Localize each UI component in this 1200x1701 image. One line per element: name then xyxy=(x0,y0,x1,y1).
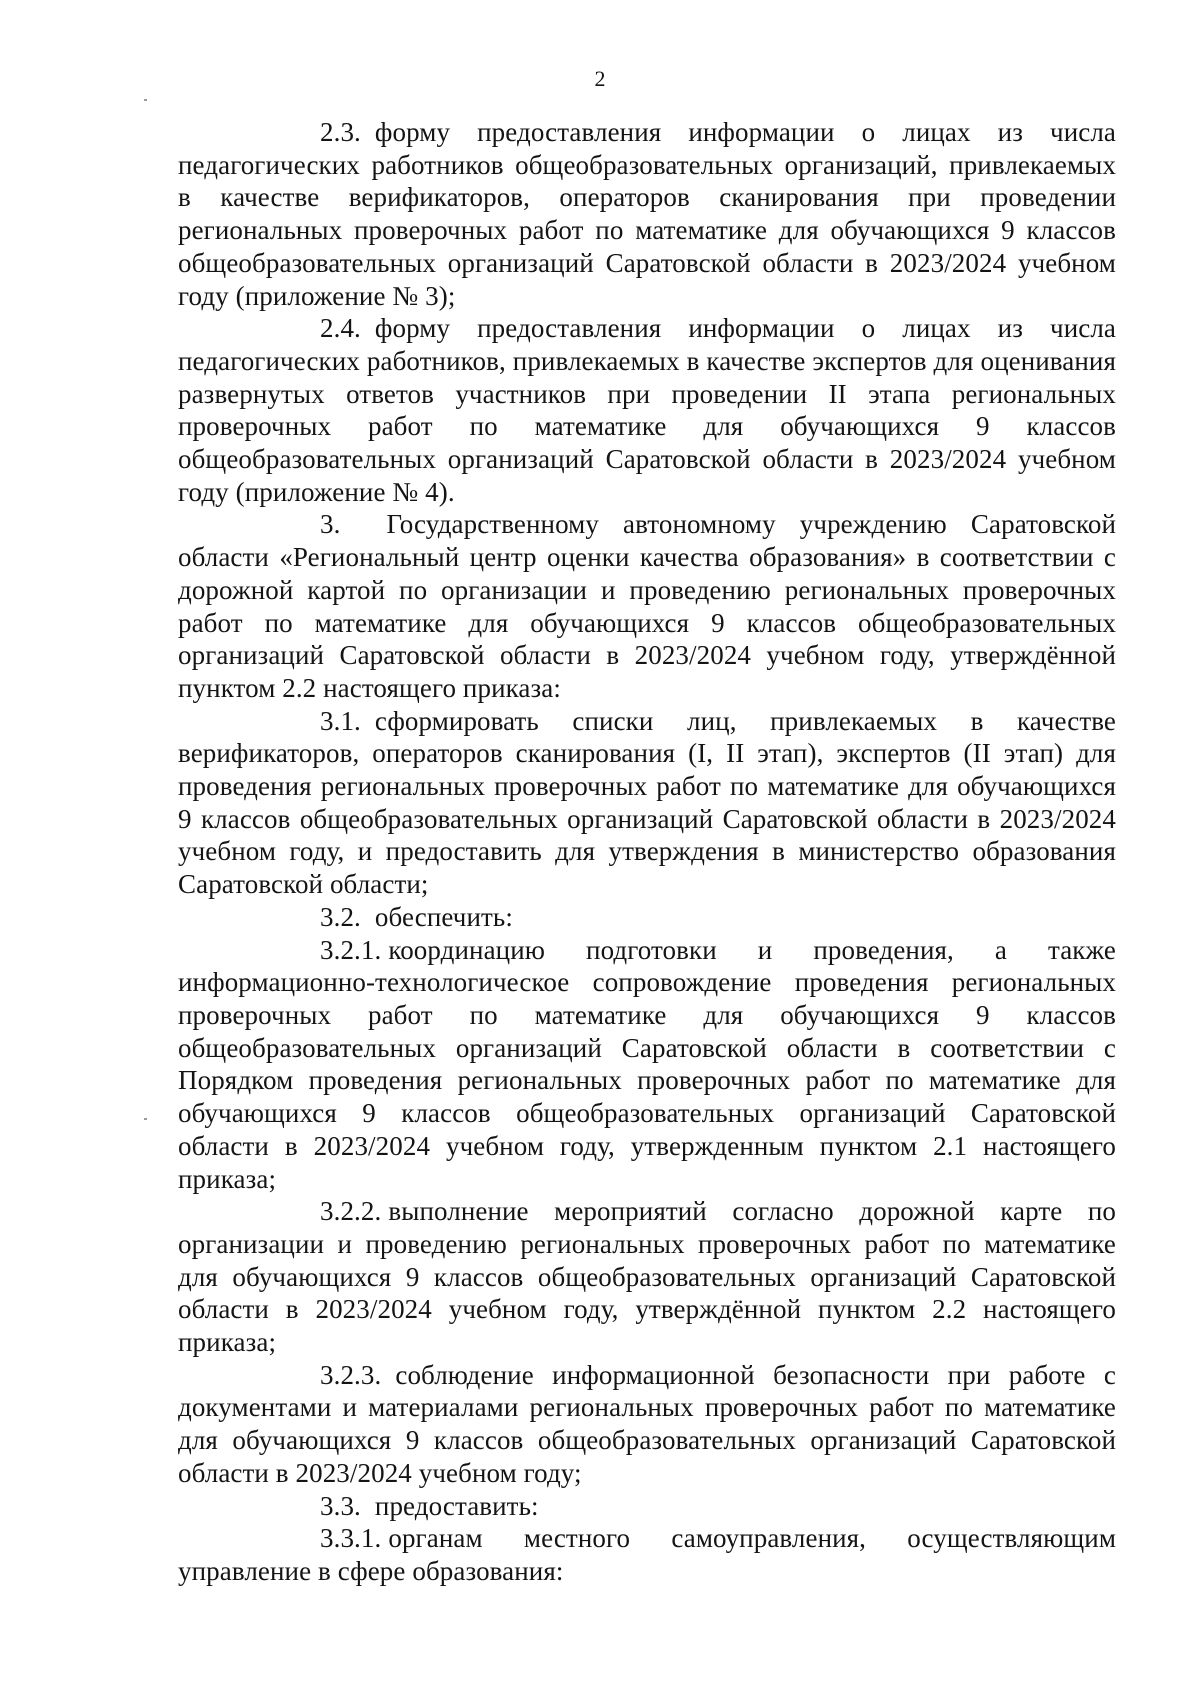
paragraph-3-3 xyxy=(178,1490,1116,1523)
document-body xyxy=(178,116,1116,1588)
paragraph-number: 2.3. xyxy=(320,117,361,147)
paragraph-3-2-3 xyxy=(178,1359,1116,1490)
paragraph-number: 3.2.1. xyxy=(320,934,382,965)
paragraph-number: 3. xyxy=(320,509,341,540)
paragraph-number: 3.2. xyxy=(320,901,361,932)
paragraph-3 xyxy=(178,508,1116,704)
paragraph-text: Государственному автономному учреждению Саратовской области «Региональный центр оценки качества образования» в соответствии с дорожной картой по организации и проведению региональных проверочных работ по математике для обучающихся 9 классов общеобразовательных организаций Саратовской области в 2023/2024 учебном году, утверждённой пунктом 2.2 настоящего приказа: xyxy=(178,509,1116,703)
paragraph-3-1 xyxy=(178,705,1116,901)
paragraph-text: соблюдение информационной безопасности при работе с документами и материалами региональных проверочных работ по математике для обучающихся 9 классов общеобразовательных организаций Саратовской области в 2023/2024 учебном году; xyxy=(178,1359,1116,1488)
paragraph-3-2 xyxy=(178,901,1116,934)
paragraph-2-3 xyxy=(178,116,1116,312)
paragraph-number: 2.4. xyxy=(320,313,361,344)
paragraph-3-3-1 xyxy=(178,1522,1116,1587)
paragraph-text: органам местного самоуправления, осуществляющим управление в сфере образования: xyxy=(178,1523,1116,1586)
paragraph-text: обеспечить: xyxy=(374,901,513,932)
paragraph-number: 3.2.3. xyxy=(320,1359,382,1390)
paragraph-text: сформировать списки лиц, привлекаемых в качестве верификаторов, операторов сканирования (I, II этап), экспертов (II этап) для проведения региональных проверочных работ по математике для обучающихся 9 классов общеобразовательных организаций Саратовской области в 2023/2024 учебном году, и предоставить для утверждения в министерство образования Саратовской области; xyxy=(178,705,1116,900)
paragraph-number: 3.2.2. xyxy=(320,1196,382,1227)
paragraph-text: форму предоставления информации о лицах из числа педагогических работников общеобразовательных организаций, привлекаемых в качестве верификаторов, операторов сканирования при проведении региональных проверочных работ по математике для обучающихся 9 классов общеобразовательных организаций Саратовской области в 2023/2024 учебном году (приложение № 3); xyxy=(178,117,1116,311)
paragraph-text: координацию подготовки и проведения, а также информационно-технологическое сопровождение проведения региональных проверочных работ по математике для обучающихся 9 классов общеобразовательных организаций Саратовской области в соответствии с Порядком проведения региональных проверочных работ по математике для обучающихся 9 классов общеобразовательных организаций Саратовской области в 2023/2024 учебном году, утвержденным пунктом 2.1 настоящего приказа; xyxy=(178,934,1116,1194)
paragraph-2-4 xyxy=(178,312,1116,508)
paragraph-number: 3.3.1. xyxy=(320,1523,382,1554)
scan-mark-middle xyxy=(144,1118,147,1120)
paragraph-text: форму предоставления информации о лицах из числа педагогических работников, привлекаемых в качестве экспертов для оценивания развернутых ответов участников при проведении II этапа региональных проверочных работ по математике для обучающихся 9 классов общеобразовательных организаций Саратовской области в 2023/2024 учебном году (приложение № 4). xyxy=(178,313,1116,507)
paragraph-number: 3.1. xyxy=(320,705,361,736)
paragraph-3-2-1 xyxy=(178,934,1116,1196)
page-number: 2 xyxy=(594,66,606,91)
paragraph-3-2-2 xyxy=(178,1195,1116,1359)
paragraph-number: 3.3. xyxy=(320,1490,361,1521)
scan-mark-top xyxy=(144,99,147,101)
paragraph-text: выполнение мероприятий согласно дорожной карте по организации и проведению региональных проверочных работ по математике для обучающихся 9 классов общеобразовательных организаций Саратовской области в 2023/2024 учебном году, утверждённой пунктом 2.2 настоящего приказа; xyxy=(178,1196,1116,1358)
paragraph-text: предоставить: xyxy=(374,1490,539,1521)
